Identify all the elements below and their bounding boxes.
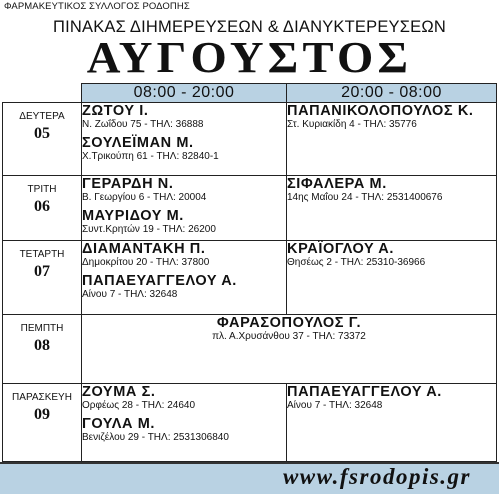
pharmacy-address: Δημοκρίτου 20 - ΤΗΛ: 37800	[82, 257, 210, 268]
day-shift-cell	[82, 384, 287, 462]
pharmacy-address: Ν. Ζωΐδου 75 - ΤΗΛ: 36888	[82, 119, 204, 130]
day-shift-header: 08:00 - 20:00	[82, 84, 287, 103]
pharmacy-name: ΖΩΤΟΥ Ι.	[82, 103, 149, 119]
pharmacy-address: Θησέως 2 - ΤΗΛ: 25310-36966	[287, 257, 426, 268]
day-number: 05	[34, 125, 50, 142]
day-cell	[3, 241, 82, 315]
day-name: ΤΡΙΤΗ	[27, 184, 57, 195]
day-cell	[3, 103, 82, 176]
day-shift-cell	[82, 176, 287, 241]
day-shift-cell	[82, 241, 287, 315]
pharmacy-address: Αίνου 7 - ΤΗΛ: 32648	[287, 400, 383, 411]
schedule-title: ΠΙΝΑΚΑΣ ΔΙΗΜΕΡΕΥΣΕΩΝ & ΔΙΑΝΥΚΤΕΡΕΥΣΕΩΝ	[52, 18, 446, 36]
pharmacy-name: ΠΑΠΑΕΥΑΓΓΕΛΟΥ Α.	[82, 273, 237, 289]
pharmacy-address: Βενιζέλου 29 - ΤΗΛ: 2531306840	[82, 432, 229, 443]
night-shift-cell	[287, 384, 497, 462]
pharmacy-address: 14ης Μαΐου 24 - ΤΗΛ: 2531400676	[287, 192, 443, 203]
duty-schedule-table	[2, 83, 497, 462]
day-row	[3, 315, 497, 384]
day-cell	[3, 315, 82, 384]
pharmacy-name: ΠΑΠΑΝΙΚΟΛΟΠΟΥΛΟΣ Κ.	[287, 103, 474, 119]
day-name: ΔΕΥΤΕΡΑ	[19, 111, 65, 122]
pharmacy-address: Συντ.Κρητών 19 - ΤΗΛ: 26200	[82, 224, 216, 235]
day-number: 06	[34, 198, 50, 215]
pharmacy-address: Στ. Κυριακίδη 4 - ΤΗΛ: 35776	[287, 119, 417, 130]
day-number: 07	[34, 263, 50, 280]
night-shift-cell	[287, 241, 497, 315]
all-day-cell	[82, 315, 497, 384]
day-row	[3, 241, 497, 315]
day-name: ΤΕΤΑΡΤΗ	[19, 249, 65, 260]
night-shift-header: 20:00 - 08:00	[287, 84, 497, 103]
header-corner	[3, 84, 82, 103]
pharmacy-name: ΣΟΥΛΕΪΜΑΝ Μ.	[82, 135, 194, 151]
website-link[interactable]: www.fsrodopis.gr	[282, 464, 471, 489]
day-cell	[3, 176, 82, 241]
pharmacy-name: ΓΕΡΑΡΔΗ Ν.	[82, 176, 174, 192]
pharmacy-name: ΖΟΥΜΑ Σ.	[82, 384, 156, 400]
pharmacy-name: ΚΡΑΪΟΓΛΟΥ Α.	[287, 241, 395, 257]
month-title: ΑΥΓΟΥΣΤΟΣ	[86, 33, 413, 82]
pharmacy-name: ΔΙΑΜΑΝΤΑΚΗ Π.	[82, 241, 206, 257]
day-name: ΠΑΡΑΣΚΕΥΗ	[12, 392, 72, 403]
association-name: ΦΑΡΜΑΚΕΥΤΙΚΟΣ ΣΥΛΛΟΓΟΣ ΡΟΔΟΠΗΣ	[4, 1, 190, 12]
pharmacy-address: Αίνου 7 - ΤΗΛ: 32648	[82, 289, 178, 300]
day-number: 08	[34, 337, 50, 354]
pharmacy-name: ΜΑΥΡΙΔΟΥ Μ.	[82, 208, 184, 224]
pharmacy-address: Β. Γεωργίου 6 - ΤΗΛ: 20004	[82, 192, 207, 203]
pharmacy-name: ΓΟΥΛΑ Μ.	[82, 416, 156, 432]
day-row	[3, 103, 497, 176]
pharmacy-address: πλ. Α.Χρυσάνθου 37 - ΤΗΛ: 73372	[212, 331, 366, 342]
day-row	[3, 176, 497, 241]
day-row	[3, 384, 497, 462]
pharmacy-name: ΣΙΦΑΛΕΡΑ Μ.	[287, 176, 387, 192]
footer-bar	[0, 462, 499, 494]
day-cell	[3, 384, 82, 462]
day-number: 09	[34, 406, 50, 423]
day-shift-cell	[82, 103, 287, 176]
pharmacy-name: ΠΑΠΑΕΥΑΓΓΕΛΟΥ Α.	[287, 384, 442, 400]
night-shift-cell	[287, 176, 497, 241]
day-name: ΠΕΜΠΤΗ	[20, 323, 64, 334]
pharmacy-name: ΦΑΡΑΣΟΠΟΥΛΟΣ Γ.	[216, 315, 362, 331]
pharmacy-address: Ορφέως 28 - ΤΗΛ: 24640	[82, 400, 196, 411]
pharmacy-address: Χ.Τρικούπη 61 - ΤΗΛ: 82840-1	[82, 151, 219, 162]
night-shift-cell	[287, 103, 497, 176]
